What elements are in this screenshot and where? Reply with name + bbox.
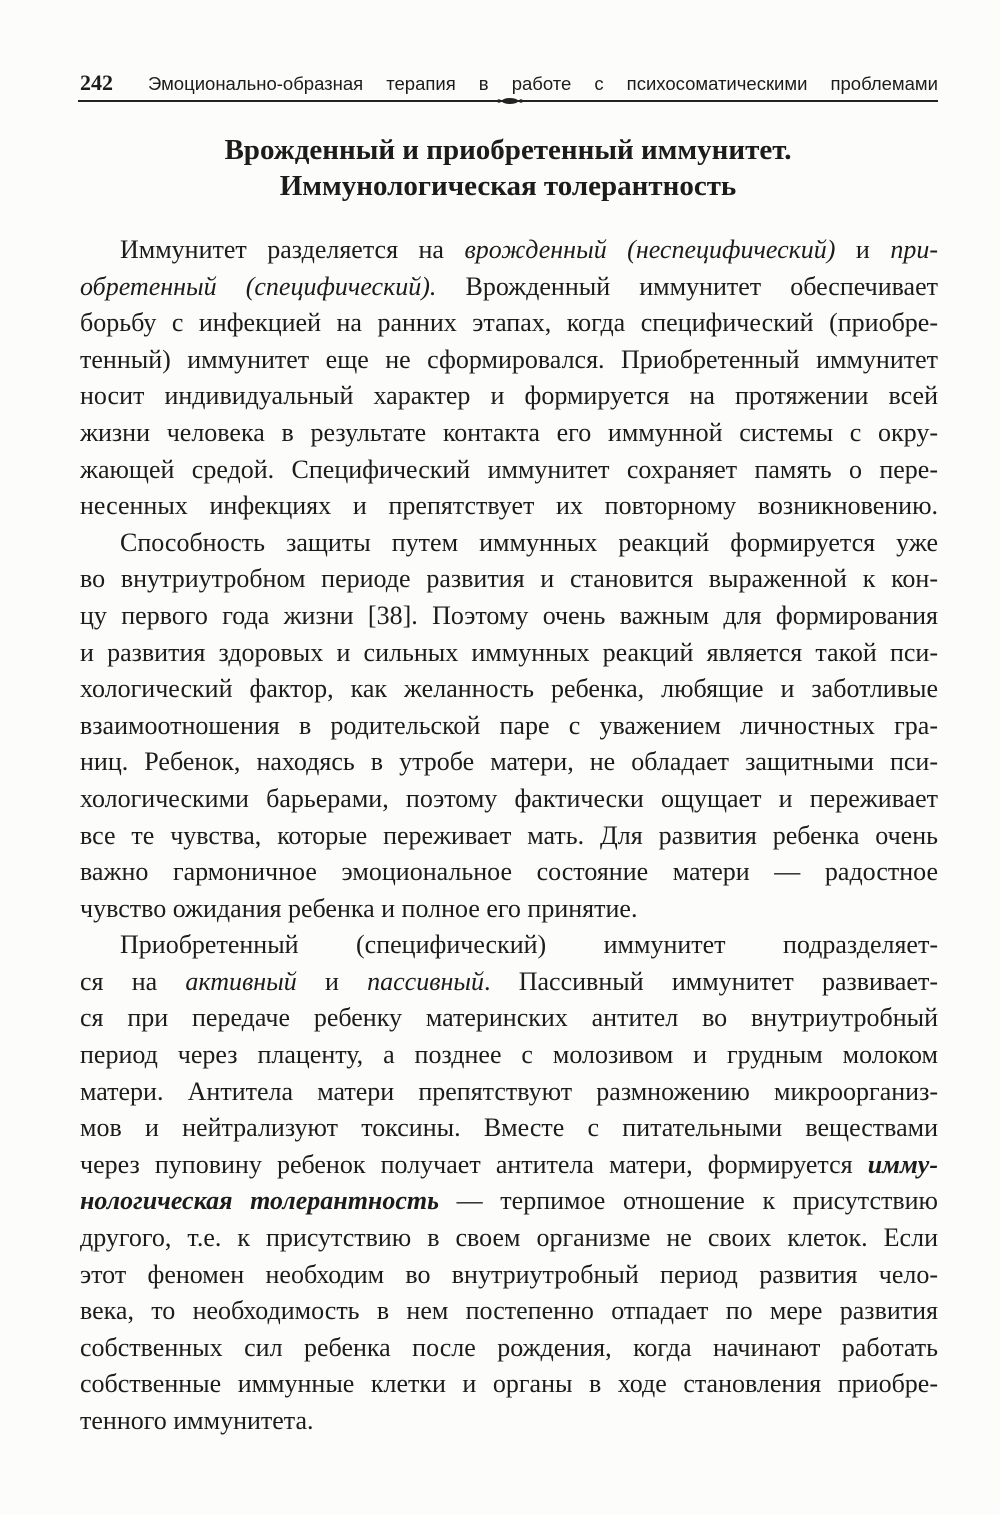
- text-line: [80, 488, 938, 525]
- text-segment: . Пассивный иммунитет развивает-: [484, 966, 938, 996]
- text-segment: цу первого года жизни [38]. Поэтому очень важным для формирования: [80, 600, 938, 630]
- text-segment: во внутриутробном периоде развития и становится выраженной к кон-: [80, 564, 938, 594]
- text-segment: Врожденный иммунитет обеспечивает: [436, 271, 938, 301]
- text-segment: несенных инфекциях и препятствует их повторному возникновению.: [80, 491, 938, 521]
- text-line: [80, 781, 938, 818]
- text-segment: ся при передаче ребенку материнских антител во внутриутробный: [80, 1003, 938, 1033]
- text-line: [80, 1074, 938, 1111]
- text-segment: Способность защиты путем иммунных реакций формируется уже: [120, 527, 938, 557]
- text-line: [80, 891, 938, 928]
- text-line: [80, 927, 938, 964]
- text-segment: хологический фактор, как желанность ребенка, любящие и заботливые: [80, 674, 938, 704]
- text-segment: века, то необходимость в нем постепенно отпадает по мере развития: [80, 1296, 938, 1326]
- text-segment: борьбу с инфекцией на ранних этапах, когда специфический (приобре-: [80, 308, 938, 338]
- text-segment: матери. Антитела матери препятствуют размножению микроорганиз-: [80, 1076, 938, 1106]
- text-segment: этот феномен необходим во внутриутробный период развития чело-: [80, 1259, 938, 1289]
- section-title-line: Иммунологическая толерантность: [279, 170, 737, 202]
- text-line: [80, 1037, 938, 1074]
- text-segment: другого, т.е. к присутствию в своем организме не своих клеток. Если: [80, 1223, 938, 1253]
- page-number: 242: [80, 70, 113, 95]
- running-title: Эмоционально-образная терапия в работе с психосоматическими проблемами: [148, 73, 938, 94]
- text-segment: Иммунитет разделяется на: [120, 235, 465, 264]
- text-line: [80, 818, 938, 855]
- text-segment: тенный) иммунитет еще не сформировался. Приобретенный иммунитет: [80, 344, 938, 374]
- text-line: [80, 1403, 938, 1440]
- text-segment: и: [296, 966, 368, 996]
- text-segment: жающей средой. Специфический иммунитет сохраняет память о пере-: [80, 454, 938, 484]
- text-line: [80, 415, 938, 452]
- text-line: [80, 342, 938, 379]
- text-segment: носит индивидуальный характер и формируется на протяжении всей: [80, 381, 938, 411]
- text-line: [80, 269, 938, 306]
- text-line: [80, 1293, 938, 1330]
- italic-term: активный: [185, 966, 297, 996]
- text-line: [80, 635, 938, 672]
- running-header: [78, 70, 938, 100]
- text-segment: хологическими барьерами, поэтому фактически ощущает и переживает: [80, 783, 938, 813]
- text-line: [80, 1183, 938, 1220]
- text-segment: и: [835, 235, 891, 264]
- text-segment: ниц. Ребенок, находясь в утробе матери, не обладает защитными пси-: [80, 747, 938, 777]
- text-line: [80, 671, 938, 708]
- paragraph: [80, 525, 938, 928]
- body-text: [80, 232, 938, 1440]
- section-title: [78, 132, 938, 204]
- text-segment: важно гармоничное эмоциональное состояние матери — радостное: [80, 857, 938, 887]
- text-segment: чувство ожидания ребенка и полное его принятие.: [80, 893, 638, 923]
- text-segment: ся на: [80, 966, 186, 996]
- paragraph: [80, 232, 938, 525]
- text-segment: собственные иммунные клетки и органы в ходе становления приобре-: [80, 1369, 938, 1399]
- text-segment: через пуповину ребенок получает антитела матери, формируется: [80, 1149, 868, 1179]
- text-segment: жизни человека в результате контакта его иммунной системы с окру-: [80, 417, 938, 447]
- italic-term: обретенный (специфический).: [80, 271, 437, 301]
- bold-italic-term: нологическая толерантность: [80, 1186, 439, 1216]
- italic-term: пассивный: [367, 966, 485, 996]
- text-line: [80, 1000, 938, 1037]
- text-line: [80, 1257, 938, 1294]
- italic-term: врожденный (неспецифический): [464, 235, 836, 264]
- text-segment: — терпимое отношение к присутствию: [439, 1186, 938, 1216]
- text-segment: собственных сил ребенка после рождения, когда начинают работать: [80, 1332, 938, 1362]
- text-segment: все те чувства, которые переживает мать. Для развития ребенка очень: [80, 820, 938, 850]
- section-title-line: Врожденный и приобретенный иммунитет.: [224, 134, 792, 166]
- text-segment: Приобретенный (специфический) иммунитет подразделяет-: [120, 930, 938, 960]
- text-line: [80, 744, 938, 781]
- text-line: [80, 232, 938, 269]
- text-line: [80, 305, 938, 342]
- italic-term: при-: [890, 235, 938, 264]
- text-line: [80, 708, 938, 745]
- text-line: [80, 561, 938, 598]
- text-segment: мов и нейтрализуют токсины. Вместе с питательными веществами: [80, 1113, 938, 1143]
- paragraph: [80, 927, 938, 1439]
- text-line: [80, 525, 938, 562]
- text-line: [80, 1220, 938, 1257]
- text-line: [80, 1110, 938, 1147]
- text-line: [80, 598, 938, 635]
- text-segment: и развития здоровых и сильных иммунных реакций является такой пси-: [80, 637, 938, 667]
- ornament-icon: [490, 97, 530, 105]
- text-line: [80, 1147, 938, 1184]
- text-segment: период через плаценту, а позднее с молозивом и грудным молоком: [80, 1040, 938, 1070]
- text-line: [80, 378, 938, 415]
- text-segment: тенного иммунитета.: [80, 1406, 314, 1435]
- text-line: [80, 452, 938, 489]
- text-line: [80, 964, 938, 1001]
- text-segment: взаимоотношения в родительской паре с уважением личностных гра-: [80, 710, 938, 740]
- text-line: [80, 1366, 938, 1403]
- text-line: [80, 854, 938, 891]
- bold-italic-term: имму-: [867, 1149, 938, 1179]
- text-line: [80, 1330, 938, 1367]
